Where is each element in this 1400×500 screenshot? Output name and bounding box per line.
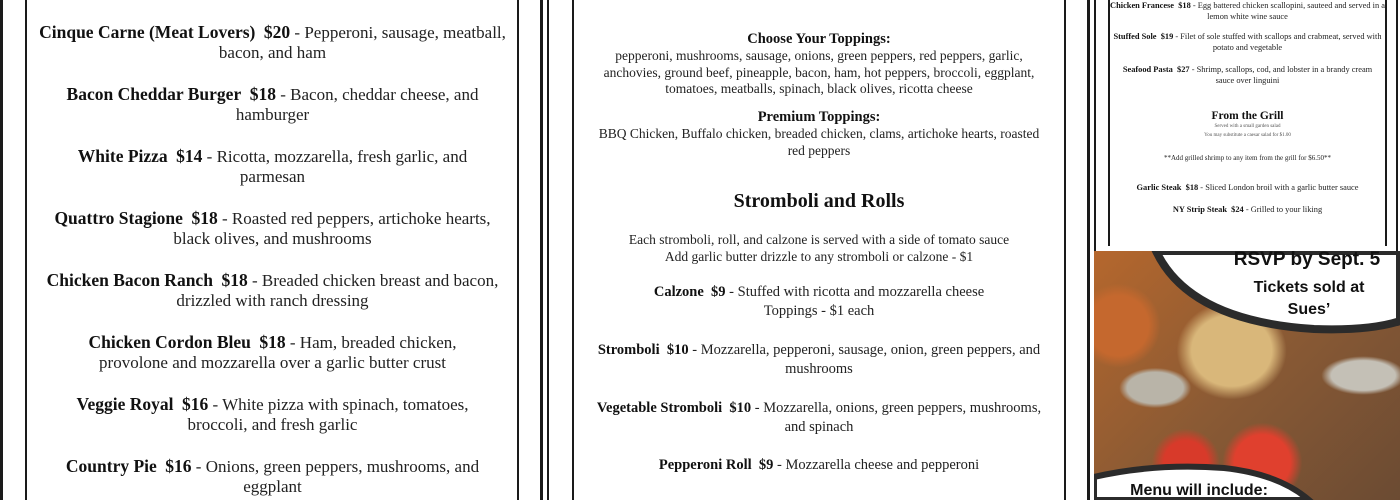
grill-note: You may substitute a caesar salad for $1.00 (1204, 133, 1291, 138)
menu-item: Pepperoni Roll $9 - Mozzarella cheese and pepperoni (658, 457, 980, 473)
item-extra: Toppings - $1 each (763, 303, 875, 319)
menu-item: Bacon Cheddar Burger $18 - Bacon, cheddar cheese, and hamburger (66, 84, 479, 124)
item-price: $18 (259, 332, 286, 352)
menu-item: Stromboli $10 - Mozzarella, pepperoni, sausage, onion, green peppers, and mushrooms (597, 342, 1041, 377)
border-line (572, 0, 574, 500)
menu-item: Chicken Bacon Ranch $18 - Breaded chicken breast and bacon, drizzled with ranch dressing (46, 270, 499, 310)
item-price: $16 (165, 456, 192, 476)
item-name: White Pizza (77, 146, 168, 166)
item-price: $24 (1231, 205, 1244, 214)
border-line (1396, 0, 1398, 251)
item-desc: Mozzarella, onions, green peppers, mushrooms, and spinach (763, 400, 1042, 435)
item-desc: Pepperoni, sausage, meatball, bacon, and ham (218, 23, 506, 62)
menu-item: Veggie Royal $16 - White pizza with spinach, tomatoes, broccoli, and fresh garlic (76, 394, 469, 434)
menu-item: Chicken Cordon Bleu $18 - Ham, breaded chicken, provolone and mozzarella over a garlic butter crust (88, 332, 457, 372)
intro-line: Add garlic butter drizzle to any stromboli or calzone - $1 (664, 249, 974, 264)
item-name: Bacon Cheddar Burger (66, 84, 242, 104)
grill-title: From the Grill (1211, 110, 1284, 122)
item-desc: White pizza with spinach, tomatoes, broccoli, and fresh garlic (187, 395, 469, 434)
item-desc: Mozzarella, pepperoni, sausage, onion, green peppers, and mushrooms (700, 342, 1041, 377)
toppings-heading: Choose Your Toppings: (747, 31, 891, 47)
rsvp-text: RSVP by Sept. 5 (1233, 249, 1381, 270)
item-name: Quattro Stagione (54, 208, 183, 228)
item-desc: Ham, breaded chicken, provolone and mozzarella over a garlic butter crust (99, 333, 457, 372)
entrees-menu-panel (1110, 0, 1385, 246)
item-desc: Breaded chicken breast and bacon, drizzled with ranch dressing (176, 271, 499, 310)
item-name: Vegetable Stromboli (596, 400, 723, 416)
item-name: Cinque Carne (Meat Lovers) (39, 22, 256, 42)
section-title: Stromboli and Rolls (733, 190, 905, 212)
item-price: $27 (1177, 65, 1190, 74)
item-name: Seafood Pasta (1122, 65, 1173, 74)
menu-item: Stuffed Sole $19 - Filet of sole stuffed with scallops and crabmeat, served with potato and vegetable (1113, 32, 1382, 52)
tickets-location: Sues’ (1287, 301, 1331, 318)
premium-list: BBQ Chicken, Buffalo chicken, breaded chicken, clams, artichoke hearts, roasted red peppers (598, 126, 1040, 158)
item-name: Pepperoni Roll (658, 457, 752, 473)
border-line (540, 0, 543, 500)
menu-item: White Pizza $14 - Ricotta, mozzarella, fresh garlic, and parmesan (77, 146, 468, 186)
item-price: $10 (729, 400, 752, 416)
item-price: $19 (1160, 32, 1174, 41)
grill-shrimp-note: **Add grilled shrimp to any item from the grill for $6.50** (1163, 154, 1331, 162)
border-line (1094, 0, 1096, 251)
item-name: Stuffed Sole (1113, 32, 1157, 41)
item-desc: Shrimp, scallops, cod, and lobster in a brandy cream sauce over linguini (1196, 65, 1373, 85)
premium-heading: Premium Toppings: (757, 109, 881, 125)
item-desc: Egg battered chicken scallopini, sauteed and served in a lemon white wine sauce (1197, 1, 1385, 21)
item-price: $9 (758, 457, 774, 473)
menu-item: NY Strip Steak $24 - Grilled to your liking (1172, 205, 1323, 214)
item-desc: Mozzarella cheese and pepperoni (785, 457, 980, 473)
intro-line: Each stromboli, roll, and calzone is served with a side of tomato sauce (628, 232, 1010, 247)
grill-note: Served with a small garden salad (1214, 124, 1281, 129)
item-price: $9 (711, 284, 726, 300)
border-line (517, 0, 519, 500)
menu-include-text: Menu will include: (1130, 482, 1268, 499)
item-desc: Onions, green peppers, mushrooms, and eggplant (205, 457, 480, 496)
menu-item: Quattro Stagione $18 - Roasted red peppers, artichoke hearts, black olives, and mushrooms (54, 208, 491, 248)
border-line (1064, 0, 1066, 500)
menu-item: Vegetable Stromboli $10 - Mozzarella, onions, green peppers, mushrooms, and spinach (596, 400, 1042, 435)
item-name: Chicken Cordon Bleu (88, 332, 251, 352)
menu-item: Country Pie $16 - Onions, green peppers, mushrooms, and eggplant (65, 456, 480, 496)
seafood-flyer (1094, 251, 1400, 500)
item-price: $18 (221, 270, 248, 290)
item-price: $16 (182, 394, 209, 414)
menu-item: Seafood Pasta $27 - Shrimp, scallops, cod, and lobster in a brandy cream sauce over linguini (1122, 65, 1373, 85)
menu-item: Chicken Francese $18 - Egg battered chicken scallopini, sauteed and served in a lemon white wine sauce (1110, 1, 1385, 21)
item-price: $10 (666, 342, 689, 358)
border-line (1385, 0, 1387, 246)
item-desc: Bacon, cheddar cheese, and hamburger (235, 85, 479, 124)
tickets-text: Tickets sold at (1253, 279, 1365, 296)
item-price: $18 (191, 208, 218, 228)
item-desc: Roasted red peppers, artichoke hearts, black olives, and mushrooms (173, 209, 491, 248)
menu-item: Garlic Steak $18 - Sliced London broil with a garlic butter sauce (1136, 183, 1359, 192)
item-desc: Sliced London broil with a garlic butter sauce (1205, 183, 1359, 192)
item-name: Chicken Francese (1110, 1, 1175, 10)
item-name: Stromboli (597, 342, 660, 358)
item-price: $18 (1178, 1, 1191, 10)
menu-item: Calzone $9 - Stuffed with ricotta and mozzarella cheese Toppings - $1 each (653, 284, 985, 319)
item-name: Garlic Steak (1136, 183, 1182, 192)
menu-item: Cinque Carne (Meat Lovers) $20 - Pepperoni, sausage, meatball, bacon, and ham (39, 22, 506, 62)
item-name: Veggie Royal (76, 394, 174, 414)
item-desc: Filet of sole stuffed with scallops and crabmeat, served with potato and vegetable (1180, 32, 1382, 52)
border-line (1087, 0, 1090, 500)
border-line (25, 0, 27, 500)
item-name: Country Pie (65, 456, 157, 476)
stromboli-menu-panel (576, 0, 1062, 500)
item-name: Chicken Bacon Ranch (46, 270, 213, 290)
border-line (0, 0, 3, 500)
item-price: $14 (176, 146, 203, 166)
item-name: Calzone (653, 284, 704, 300)
item-desc: Ricotta, mozzarella, fresh garlic, and parmesan (216, 147, 468, 186)
item-price: $18 (1185, 183, 1199, 192)
item-price: $18 (249, 84, 276, 104)
border-line (547, 0, 549, 500)
toppings-list: pepperoni, mushrooms, sausage, onions, green peppers, red peppers, garlic, anchovies, ground beef, pineapple, bacon, ham, hot peppers, broccoli, eggplant, tomatoes, meatballs, spinach, black olives, ricotta cheese (603, 48, 1035, 97)
item-price: $20 (263, 22, 291, 42)
item-name: NY Strip Steak (1172, 205, 1227, 214)
pizza-menu-panel (30, 0, 515, 500)
item-desc: Grilled to your liking (1250, 205, 1323, 214)
item-desc: Stuffed with ricotta and mozzarella cheese (737, 284, 985, 300)
